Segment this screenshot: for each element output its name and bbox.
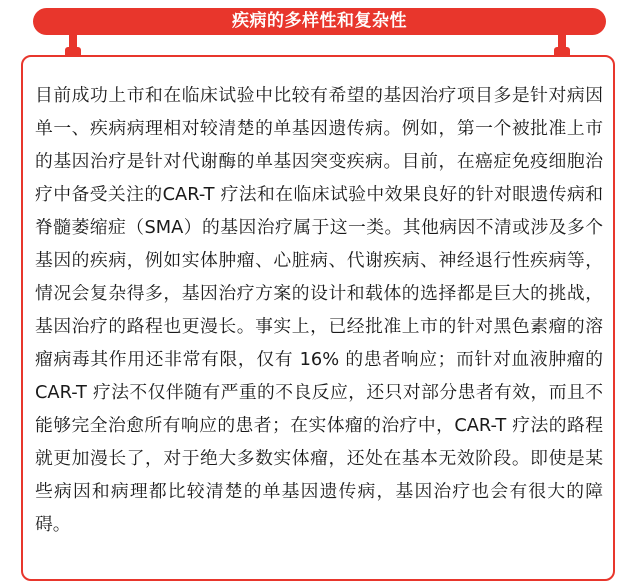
section-title: 疾病的多样性和复杂性 [232, 11, 407, 31]
body-paragraph: 目前成功上市和在临床试验中比较有希望的基因治疗项目多是针对病因单一、疾病病理相对较清楚的单基因遗传病。例如，第一个被批准上市的基因治疗是针对代谢酶的单基因突变疾病。目前，在癌症免疫细胞治疗中备受关注的CAR-T 疗法和在临床试验中效果良好的针对眼遗传病和脊髓萎缩症（SMA）的基因治疗属于这一类。其他病因不清或涉及多个基因的疾病，例如实体肿瘤、心脏病、代谢疾病、神经退行性疾病等，情况会复杂得多，基因治疗方案的设计和载体的选择都是巨大的挑战，基因治疗的路程也更漫长。事实上，已经批准上市的针对黑色素瘤的溶瘤病毒其作用还非常有限，仅有 16% 的患者响应；而针对血液肿瘤的 CAR-T 疗法不仅伴随有严重的不良反应，还只对部分患者有效，而且不能够完全治愈所有响应的患者；在实体瘤的治疗中，CAR-T 疗法的路程就更加漫长了，对于绝大多数实体瘤，还处在基本无效阶段。即使是某些病因和病理都比较清楚的单基因遗传病，基因治疗也会有很大的障碍。 [35, 85, 603, 535]
title-banner [33, 8, 606, 35]
